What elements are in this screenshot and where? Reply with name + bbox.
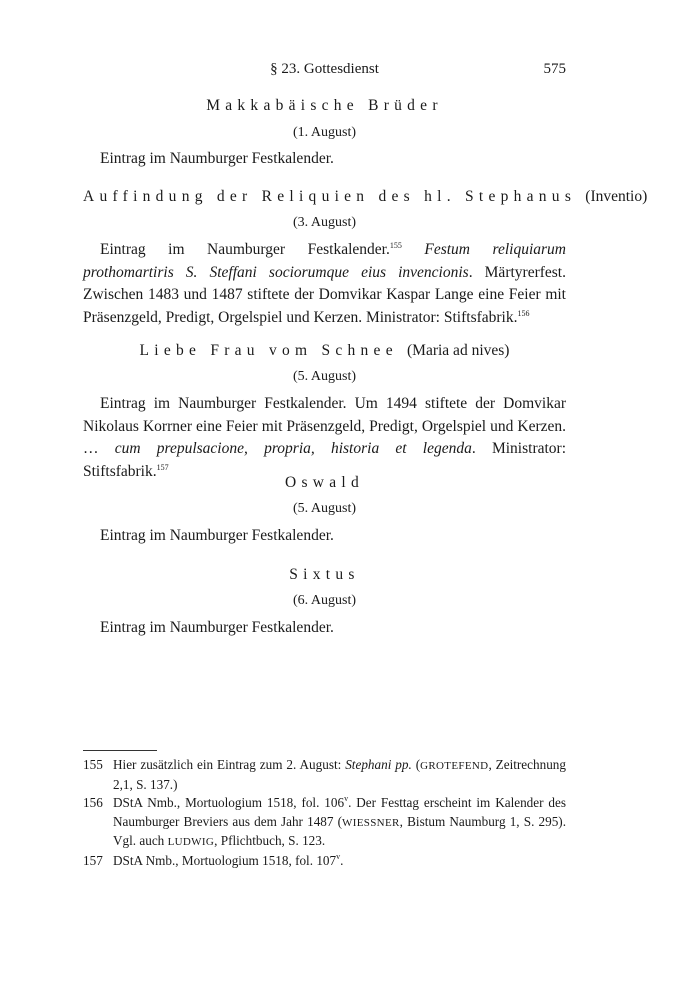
feast-entry-oswald xyxy=(83,473,566,548)
feast-paragraph: Eintrag im Naumburger Festkalender.$^{155}$ Festum reliquiarum prothomartiris S. Steffani sociorumque eius invencionis. Märtyrerfest. Zwischen 1483 und 1487 stiftete der Domvikar Kaspar Lange eine Feier mit Präsenzgeld, Predigt, Orgelspiel und Kerzen. Ministrator: Stiftsfabrik.$^{156}$ xyxy=(83,241,566,326)
feast-entry-sixtus xyxy=(83,565,566,640)
footnote-ref-157[interactable]: 157 xyxy=(156,462,169,472)
feast-entry-makkabaeische-brueder xyxy=(83,96,566,171)
feast-date: (6. August) xyxy=(293,593,356,608)
feast-body xyxy=(83,617,566,640)
feast-body xyxy=(83,239,566,329)
footnote-number: 156 xyxy=(83,795,103,810)
footnote-separator xyxy=(83,750,157,751)
running-head xyxy=(83,61,566,81)
footnote-ref-155[interactable]: 155 xyxy=(389,241,402,250)
page-number: 575 xyxy=(543,61,566,77)
feast-body xyxy=(83,525,566,548)
footnote-number: 157 xyxy=(83,852,103,868)
footnotes xyxy=(83,756,566,870)
feast-title: Sixtus xyxy=(289,566,360,583)
feast-title: Oswald xyxy=(285,474,364,491)
footnote-155: 155 Hier zusätzlich ein Eintrag zum 2. August: Stephani pp. (GROTEFEND, Zeitrechnung 2,1, S. 137.) xyxy=(83,757,566,792)
feast-paragraph: Eintrag im Naumburger Festkalender. xyxy=(100,150,334,167)
feast-paragraph: Eintrag im Naumburger Festkalender. Um 1494 stiftete der Domvikar Nikolaus Korrner eine Feier mit Präsenzgeld, Predigt, Orgelspiel und Kerzen. … cum prepulsacione, propria, historia et legenda. Ministrator: Stiftsfabrik.$^{157}$ xyxy=(83,395,567,480)
footnote-number: 155 xyxy=(83,757,103,772)
footnote-157: 157 DStA Nmb., Mortuologium 1518, fol. 107$^v$. xyxy=(83,852,566,871)
feast-date: (5. August) xyxy=(293,369,356,384)
footnote-ref-156[interactable]: 156 xyxy=(517,308,530,318)
feast-title: Makkabäische Brüder xyxy=(206,97,443,114)
feast-title: Liebe Frau vom Schnee (Maria ad nives) xyxy=(139,342,510,359)
feast-title: Auffindung der Reliquien des hl. Stephanus (Inventio) xyxy=(83,188,648,205)
document-page xyxy=(83,0,648,988)
feast-date: (1. August) xyxy=(293,125,356,140)
running-head-title: § 23. Gottesdienst xyxy=(270,61,379,77)
feast-body xyxy=(83,148,566,171)
feast-body xyxy=(83,393,566,483)
feast-entry-inventio-stephani xyxy=(83,187,648,329)
footnote-156: 156 DStA Nmb., Mortuologium 1518, fol. 106$^v$. Der Festtag erscheint im Kalender des Naumburger Breviers aus dem Jahr 1487 (WIESSNER, Bistum Naumburg 1, S. 295). Vgl. auch LUDWIG, Pflichtbuch, S. 123. xyxy=(83,794,566,848)
feast-paragraph: Eintrag im Naumburger Festkalender. xyxy=(100,619,334,636)
feast-entry-maria-ad-nives xyxy=(83,341,566,483)
feast-date: (5. August) xyxy=(293,501,356,516)
feast-date: (3. August) xyxy=(293,215,356,230)
feast-paragraph: Eintrag im Naumburger Festkalender. xyxy=(100,527,334,544)
